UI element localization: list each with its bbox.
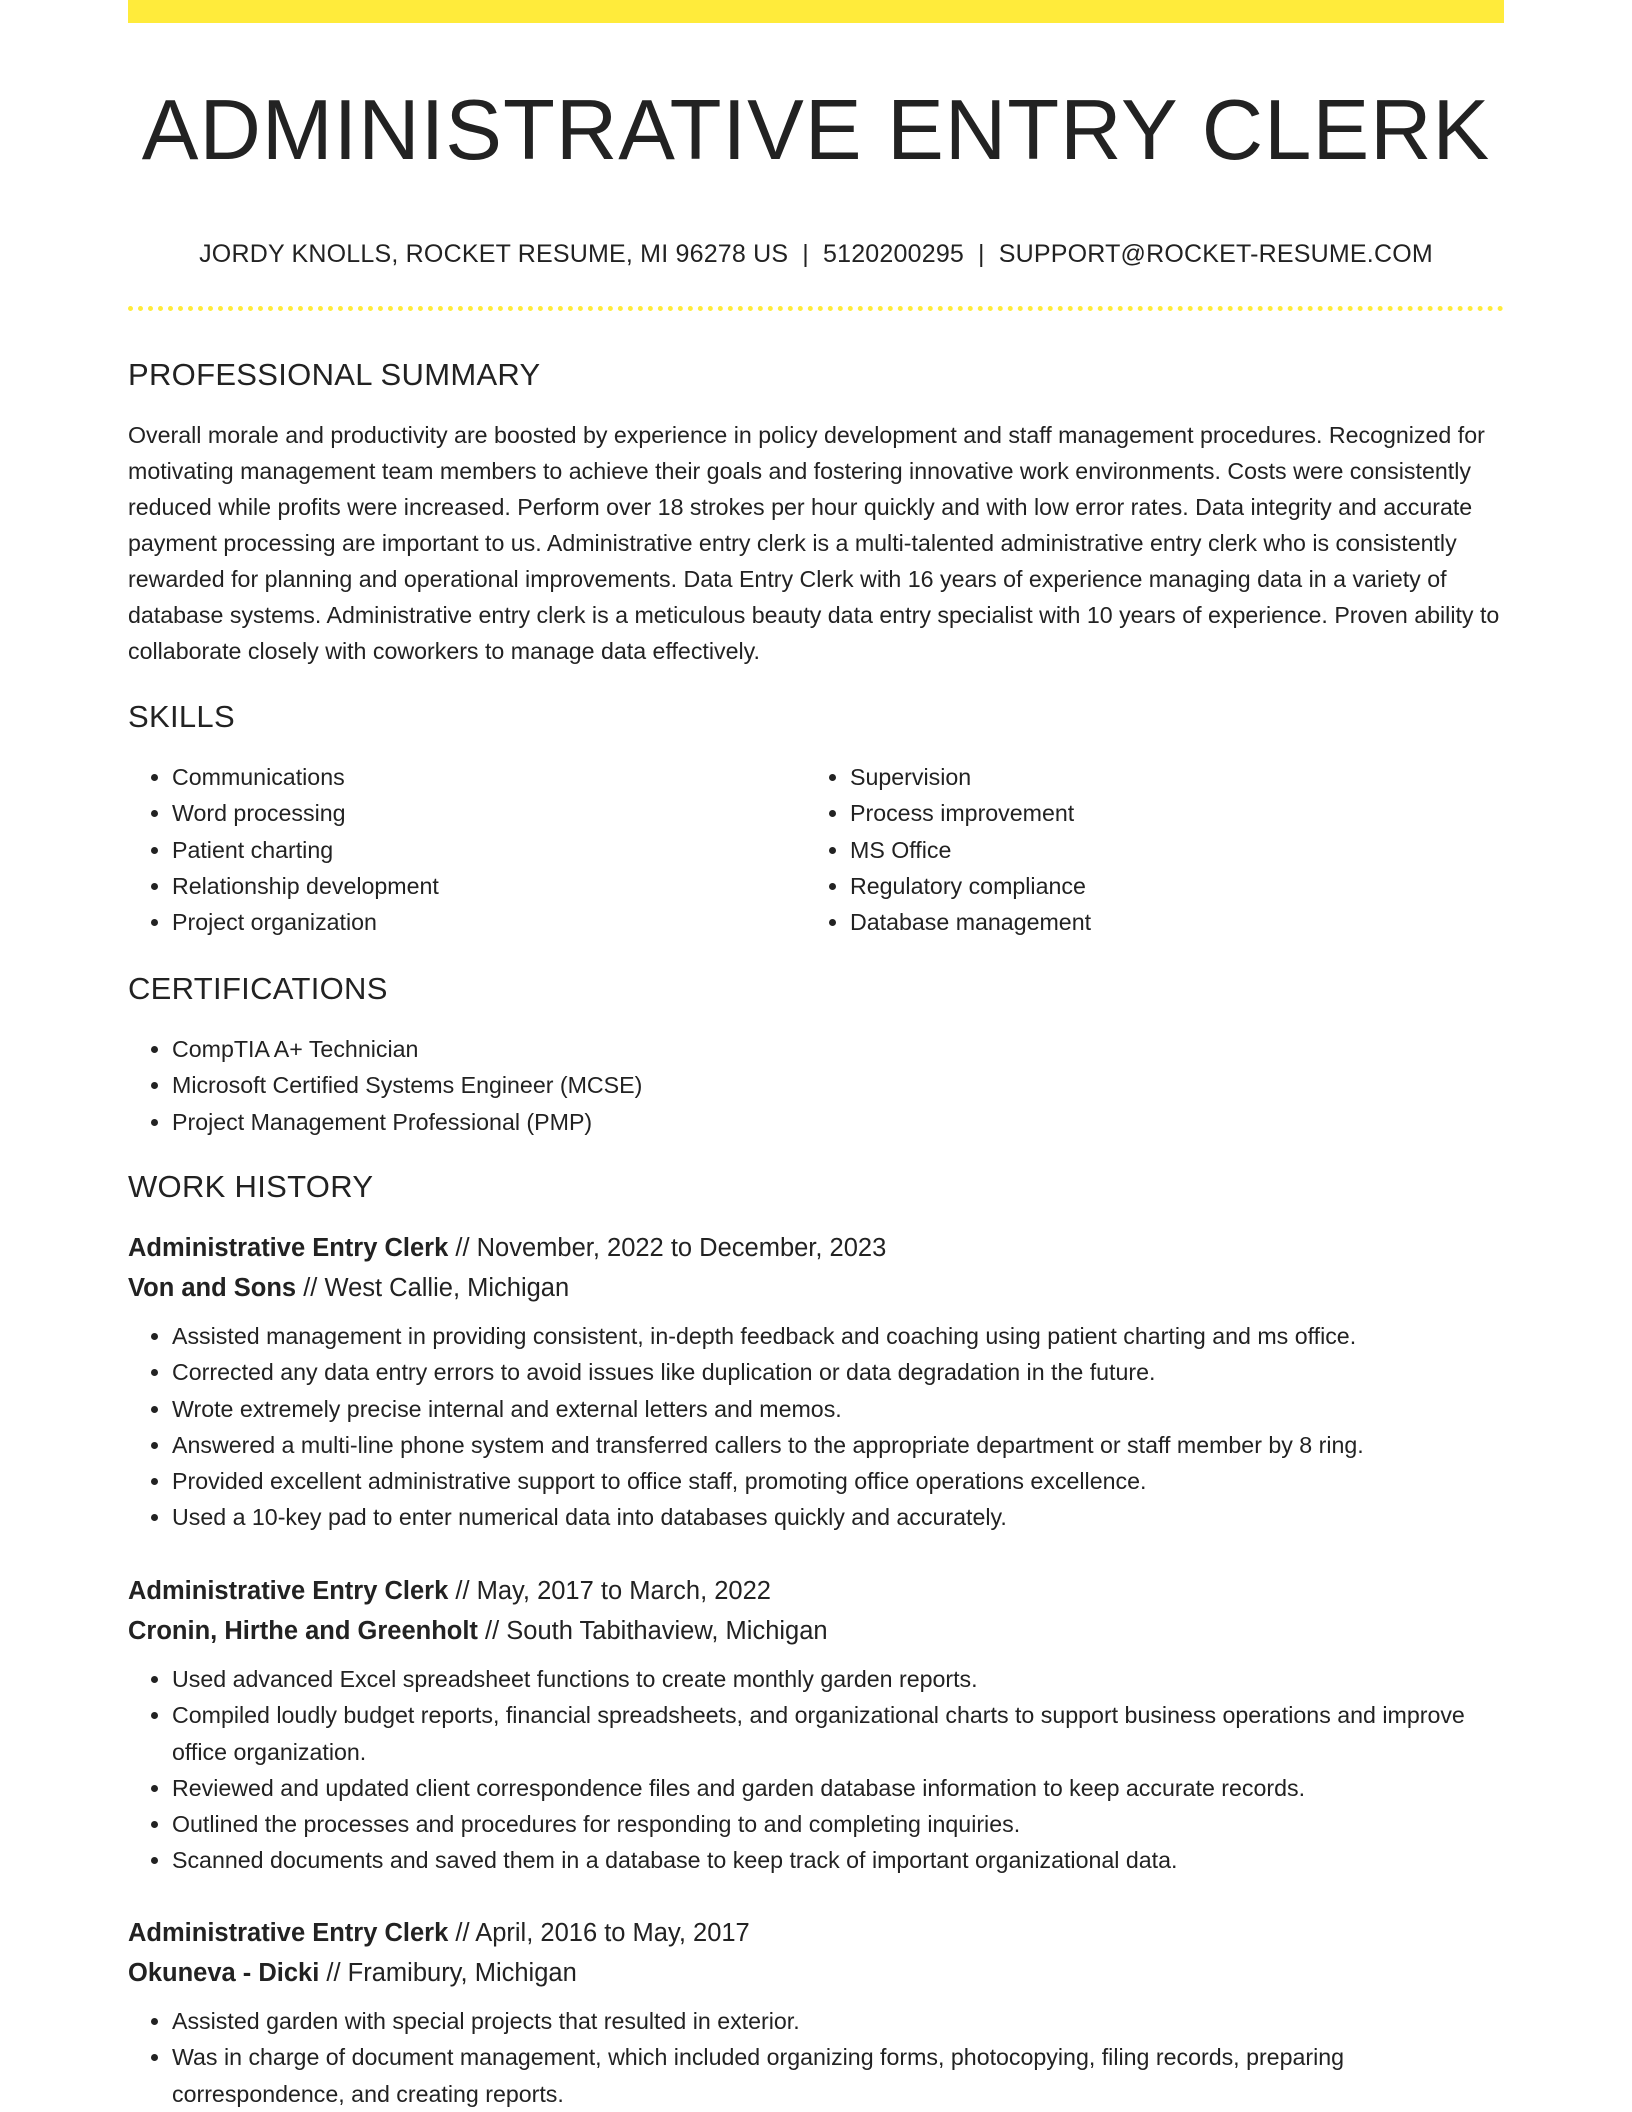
contact-email: SUPPORT@ROCKET-RESUME.COM [998, 240, 1433, 268]
job-company: Cronin, Hirthe and Greenholt [128, 1617, 478, 1645]
skills-column-right [806, 759, 1484, 940]
job-location: // West Callie, Michigan [296, 1274, 570, 1302]
accent-top-bar [128, 0, 1504, 23]
list-item: • Database management [850, 904, 1484, 940]
certifications-section [128, 969, 1504, 1140]
list-item: • Was in charge of document management, which included organizing forms, photocopying, filing records, preparing correspondence, and creating reports. [172, 2039, 1504, 2112]
list-item: • MS Office [850, 832, 1484, 868]
list-item: • Project Management Professional (PMP) [172, 1104, 1504, 1140]
job-bullets [128, 1661, 1504, 1879]
job-location: // South Tabithaview, Michigan [477, 1617, 828, 1645]
list-item: • Compiled loudly budget reports, financial spreadsheets, and organizational charts to support business operations and improve office organization. [172, 1697, 1504, 1770]
skills-heading: SKILLS [128, 699, 235, 734]
contact-address: JORDY KNOLLS, ROCKET RESUME, MI 96278 US [199, 240, 789, 268]
job-bullets [128, 2003, 1504, 2112]
list-item: • Corrected any data entry errors to avoid issues like duplication or data degradation in the future. [172, 1354, 1504, 1390]
contact-separator: | [802, 240, 809, 268]
job-title: Administrative Entry Clerk [128, 1577, 449, 1605]
list-item: • Patient charting [172, 832, 806, 868]
list-item: • Wrote extremely precise internal and external letters and memos. [172, 1391, 1504, 1427]
contact-separator: | [978, 240, 985, 268]
list-item: • Used a 10-key pad to enter numerical data into databases quickly and accurately. [172, 1499, 1504, 1535]
list-item: • Scanned documents and saved them in a database to keep track of important organizational data. [172, 1842, 1504, 1878]
contact-phone: 5120200295 [823, 240, 965, 268]
list-item: • Microsoft Certified Systems Engineer (MCSE) [172, 1067, 1504, 1103]
certifications-heading: CERTIFICATIONS [128, 971, 388, 1006]
contact-line [128, 236, 1504, 272]
list-item: • Process improvement [850, 795, 1484, 831]
job-title-line [128, 1571, 1504, 1611]
certifications-list [128, 1031, 1504, 1140]
page-title: ADMINISTRATIVE ENTRY CLERK [141, 83, 1491, 178]
job-dates: // November, 2022 to December, 2023 [448, 1234, 887, 1262]
list-item: • Outlined the processes and procedures for responding to and completing inquiries. [172, 1806, 1504, 1842]
job-entry [128, 1228, 1504, 1536]
job-location: // Framibury, Michigan [319, 1959, 577, 1987]
work-history-section [128, 1167, 1504, 1207]
job-dates: // April, 2016 to May, 2017 [448, 1919, 750, 1947]
list-item: • Assisted management in providing consistent, in-depth feedback and coaching using patient charting and ms office. [172, 1318, 1504, 1354]
list-item: • Provided excellent administrative support to office staff, promoting office operations excellence. [172, 1463, 1504, 1499]
list-item: • Used advanced Excel spreadsheet functions to create monthly garden reports. [172, 1661, 1504, 1697]
summary-text: Overall morale and productivity are boosted by experience in policy development and staff management procedures. Recognized for motivating management team members to achieve their goals and fostering innovative work environments. Costs were consistently reduced while profits were increased. Perform over 18 strokes per hour quickly and with low error rates. Data integrity and accurate payment processing are important to us. Administrative entry clerk is a multi-talented administrative entry clerk who is consistently rewarded for planning and operational improvements. Data Entry Clerk with 16 years of experience managing data in a variety of database systems. Administrative entry clerk is a meticulous beauty data entry specialist with 10 years of experience. Proven ability to collaborate closely with coworkers to manage data effectively. [128, 422, 1500, 664]
job-title: Administrative Entry Clerk [128, 1919, 449, 1947]
job-company: Von and Sons [128, 1274, 297, 1302]
summary-heading: PROFESSIONAL SUMMARY [128, 357, 541, 392]
job-title: Administrative Entry Clerk [128, 1234, 449, 1262]
list-item: • Answered a multi-line phone system and transferred callers to the appropriate department or staff member by 8 ring. [172, 1427, 1504, 1463]
job-entry [128, 1571, 1504, 1879]
skills-list-left [128, 759, 806, 940]
list-item: • Project organization [172, 904, 806, 940]
summary-section [128, 355, 1504, 669]
dotted-divider [128, 306, 1504, 311]
job-dates: // May, 2017 to March, 2022 [448, 1577, 771, 1605]
skills-column-left [128, 759, 806, 940]
work-history-heading: WORK HISTORY [128, 1169, 374, 1204]
list-item: • Assisted garden with special projects that resulted in exterior. [172, 2003, 1504, 2039]
list-item: • Relationship development [172, 868, 806, 904]
list-item: • Reviewed and updated client correspondence files and garden database information to keep accurate records. [172, 1770, 1504, 1806]
list-item: • CompTIA A+ Technician [172, 1031, 1504, 1067]
list-item: • Word processing [172, 795, 806, 831]
skills-section [128, 697, 1504, 940]
list-item: • Communications [172, 759, 806, 795]
job-bullets [128, 1318, 1504, 1536]
job-company-line [128, 1953, 1504, 1993]
list-item: • Regulatory compliance [850, 868, 1484, 904]
job-title-line [128, 1913, 1504, 1953]
skills-columns [128, 759, 1504, 940]
job-company-line [128, 1268, 1504, 1308]
skills-list-right [806, 759, 1484, 940]
job-entry [128, 1913, 1504, 2112]
list-item: • Supervision [850, 759, 1484, 795]
job-company: Okuneva - Dicki [128, 1959, 320, 1987]
job-company-line [128, 1611, 1504, 1651]
job-title-line [128, 1228, 1504, 1268]
